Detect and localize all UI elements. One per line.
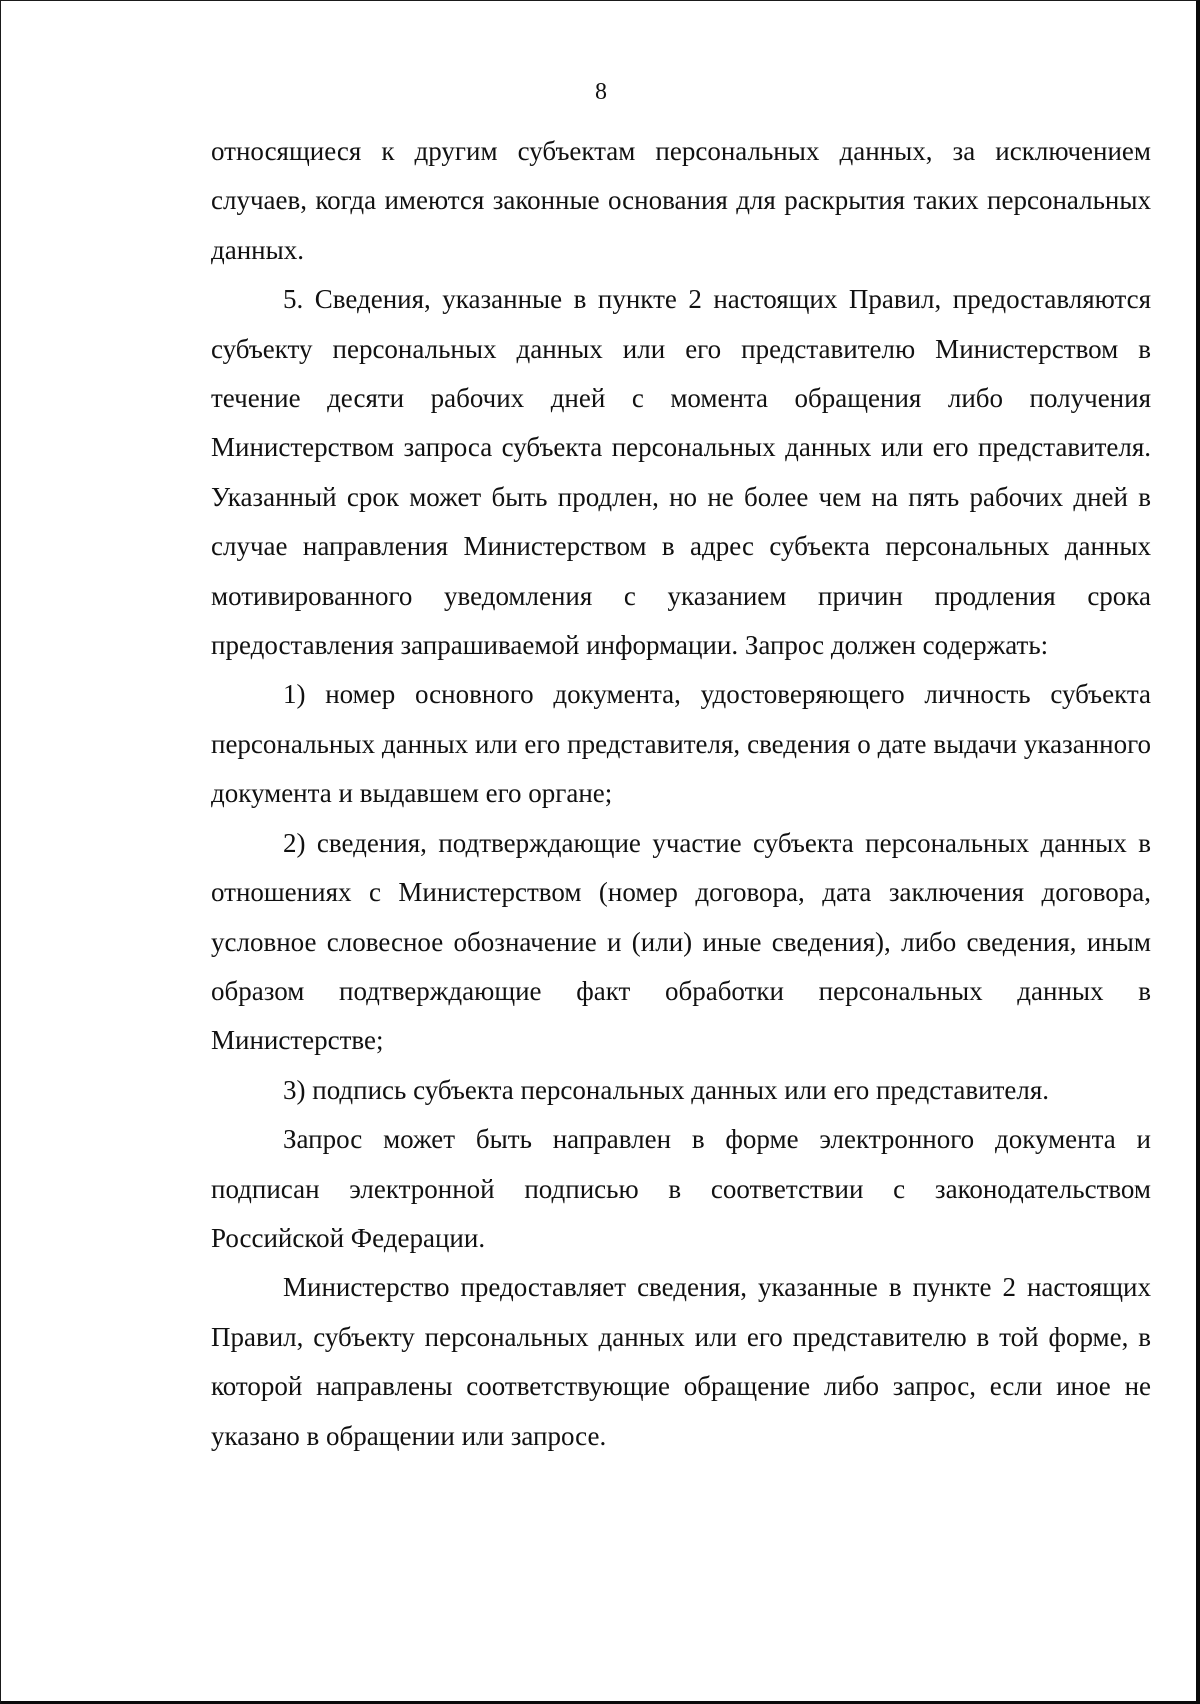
paragraph-continuation: относящиеся к другим субъектам персональных данных, за исключением случаев, когда имеются законные основания для раскрытия таких персональных данных. xyxy=(211,136,1151,265)
paragraph-subitem-3: 3) подпись субъекта персональных данных или его представителя. xyxy=(283,1074,1050,1105)
paragraph-electronic-request: Запрос может быть направлен в форме электронного документа и подписан электронной подписью в соответствии с законодательством Российской Федерации. xyxy=(211,1124,1151,1253)
page-number: 8 xyxy=(595,79,607,105)
document-body xyxy=(211,127,1151,1461)
paragraph-subitem-2: 2) сведения, подтверждающие участие субъекта персональных данных в отношениях с Министерством (номер договора, дата заключения договора, условное словесное обозначение и (или) иные сведения), либо сведения, иным образом подтверждающие факт обработки персональных данных в Министерстве; xyxy=(211,827,1151,1056)
paragraph-subitem-1: 1) номер основного документа, удостоверяющего личность субъекта персональных данных или его представителя, сведения о дате выдачи указанного документа и выдавшем его органе; xyxy=(211,679,1151,809)
paragraph-item-5: 5. Сведения, указанные в пункте 2 настоящих Правил, предоставляются субъекту персональных данных или его представителю Министерством в течение десяти рабочих дней с момента обращения либо получения Министерством запроса субъекта персональных данных или его представителя. Указанный срок может быть продлен, но не более чем на пять рабочих дней в случае направления Министерством в адрес субъекта персональных данных мотивированного уведомления с указанием причин продления срока предоставления запрашиваемой информации. Запрос должен содержать: xyxy=(211,284,1151,661)
paragraph-response-form: Министерство предоставляет сведения, указанные в пункте 2 настоящих Правил, субъекту персональных данных или его представителю в той форме, в которой направлены соответствующие обращение либо запрос, если иное не указано в обращении или запросе. xyxy=(211,1272,1151,1451)
